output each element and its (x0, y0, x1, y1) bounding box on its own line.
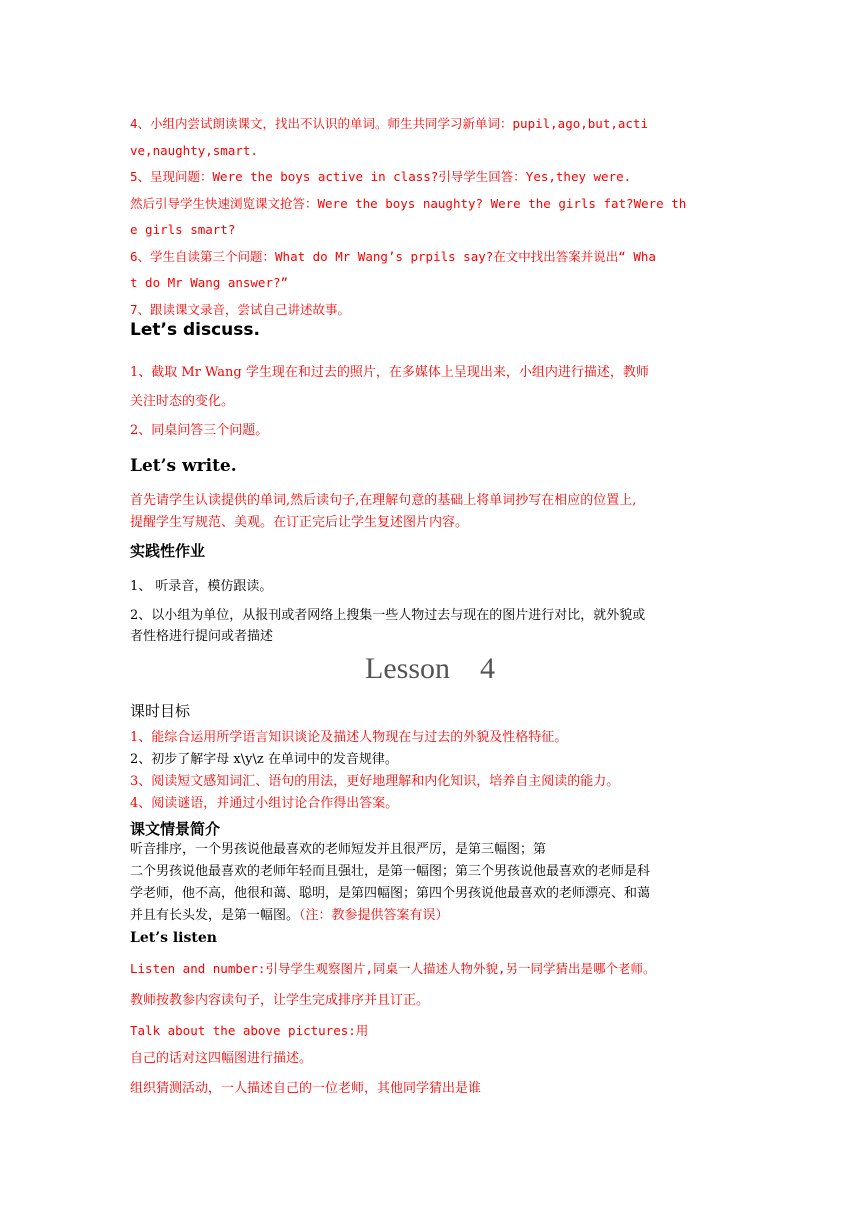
discuss-heading: Let’s discuss. (130, 320, 260, 340)
scenario-last-text: 并且有长头发，是第一幅图。 (130, 908, 300, 923)
goals-block (130, 727, 730, 815)
listen-line: Listen and number:引导学生观察图片,同桌一人描述人物外貌,另一同学猜出是哪个老师。 (130, 961, 656, 976)
listen-line: 组织猜测活动，一人描述自己的一位老师，其他同学猜出是谁 (130, 1081, 482, 1096)
scenario-block (130, 839, 730, 927)
step-line: 6、学生自读第三个问题：What do Mr Wang’s prpils say?在文中找出答案并说出“ Wha (130, 248, 656, 264)
write-heading: Let’s write. (130, 456, 237, 476)
scenario-heading: 课文情景简介 (130, 820, 221, 838)
scenario-line (130, 905, 730, 927)
listen-heading: Let’s listen (130, 930, 217, 946)
goal-line: 2、初步了解字母 x\y\z 在单词中的发音规律。 (130, 752, 398, 767)
write-line: 首先请学生认读提供的单词,然后读句子,在理解句意的基础上将单词抄写在相应的位置上, (130, 493, 637, 508)
steps-block (130, 111, 730, 323)
goal-line: 4、阅读谜语，并通过小组讨论合作得出答案。 (130, 796, 399, 811)
goal-line: 3、阅读短文感知词汇、语句的用法，更好地理解和内化知识，培养自主阅读的能力。 (130, 774, 620, 789)
listen-line: Talk about the above pictures:用 (130, 1023, 369, 1038)
step-line: e girls smart? (130, 222, 236, 237)
step-line: 然后引导学生快速浏览课文抢答：Were the boys naughty? Were the girls fat?Were th (130, 195, 687, 211)
discuss-block (130, 358, 730, 445)
discuss-line: 1、截取 Mr Wang 学生现在和过去的照片，在多媒体上呈现出来，小组内进行描述，教师 (130, 365, 649, 380)
write-line: 提醒学生写规范、美观。在订正完后让学生复述图片内容。 (130, 515, 469, 530)
goal-line: 1、能综合运用所学语言知识谈论及描述人物现在与过去的外貌及性格特征。 (130, 730, 568, 745)
homework-line: 1、 听录音，模仿跟读。 (130, 579, 273, 594)
listen-line: 教师按教参内容读句子，让学生完成排序并且订正。 (130, 993, 430, 1008)
listen-block (130, 958, 730, 1100)
scenario-line: 听音排序，一个男孩说他最喜欢的老师短发并且很严厉，是第三幅图；第 (130, 842, 547, 857)
write-block (130, 490, 730, 534)
scenario-line: 二个男孩说他最喜欢的老师年轻而且强壮，是第一幅图；第三个男孩说他最喜欢的老师是科 (130, 864, 651, 879)
listen-line: 自己的话对这四幅图进行描述。 (130, 1051, 313, 1066)
step-line: 7、跟读课文录音，尝试自己讲述故事。 (130, 301, 351, 317)
scenario-note: （注：教参提供答案有误） (299, 908, 449, 923)
homework-line: 者性格进行提问或者描述 (130, 629, 274, 644)
step-line: 5、呈现问题：Were the boys active in class?引导学生回答：Yes,they were. (130, 169, 632, 184)
homework-block (130, 574, 730, 646)
step-line: t do Mr Wang answer?” (130, 275, 289, 290)
step-line: 4、小组内尝试朗读课文，找出不认识的单词。师生共同学习新单词：pupil,ago,but,acti (130, 116, 648, 131)
discuss-line: 2、同桌问答三个问题。 (130, 423, 269, 438)
step-line: ve,naughty,smart. (130, 142, 258, 158)
homework-line: 2、以小组为单位，从报刊或者网络上搜集一些人物过去与现在的图片进行对比，就外貌或 (130, 608, 646, 623)
lesson-title: Lesson 4 (365, 652, 495, 685)
discuss-line: 关注时态的变化。 (130, 394, 235, 409)
scenario-line: 学老师，他不高，他很和蔼、聪明，是第四幅图；第四个男孩说他最喜欢的老师漂亮、和蔼 (130, 886, 651, 901)
homework-heading: 实践性作业 (130, 542, 206, 560)
goals-heading: 课时目标 (130, 702, 191, 720)
